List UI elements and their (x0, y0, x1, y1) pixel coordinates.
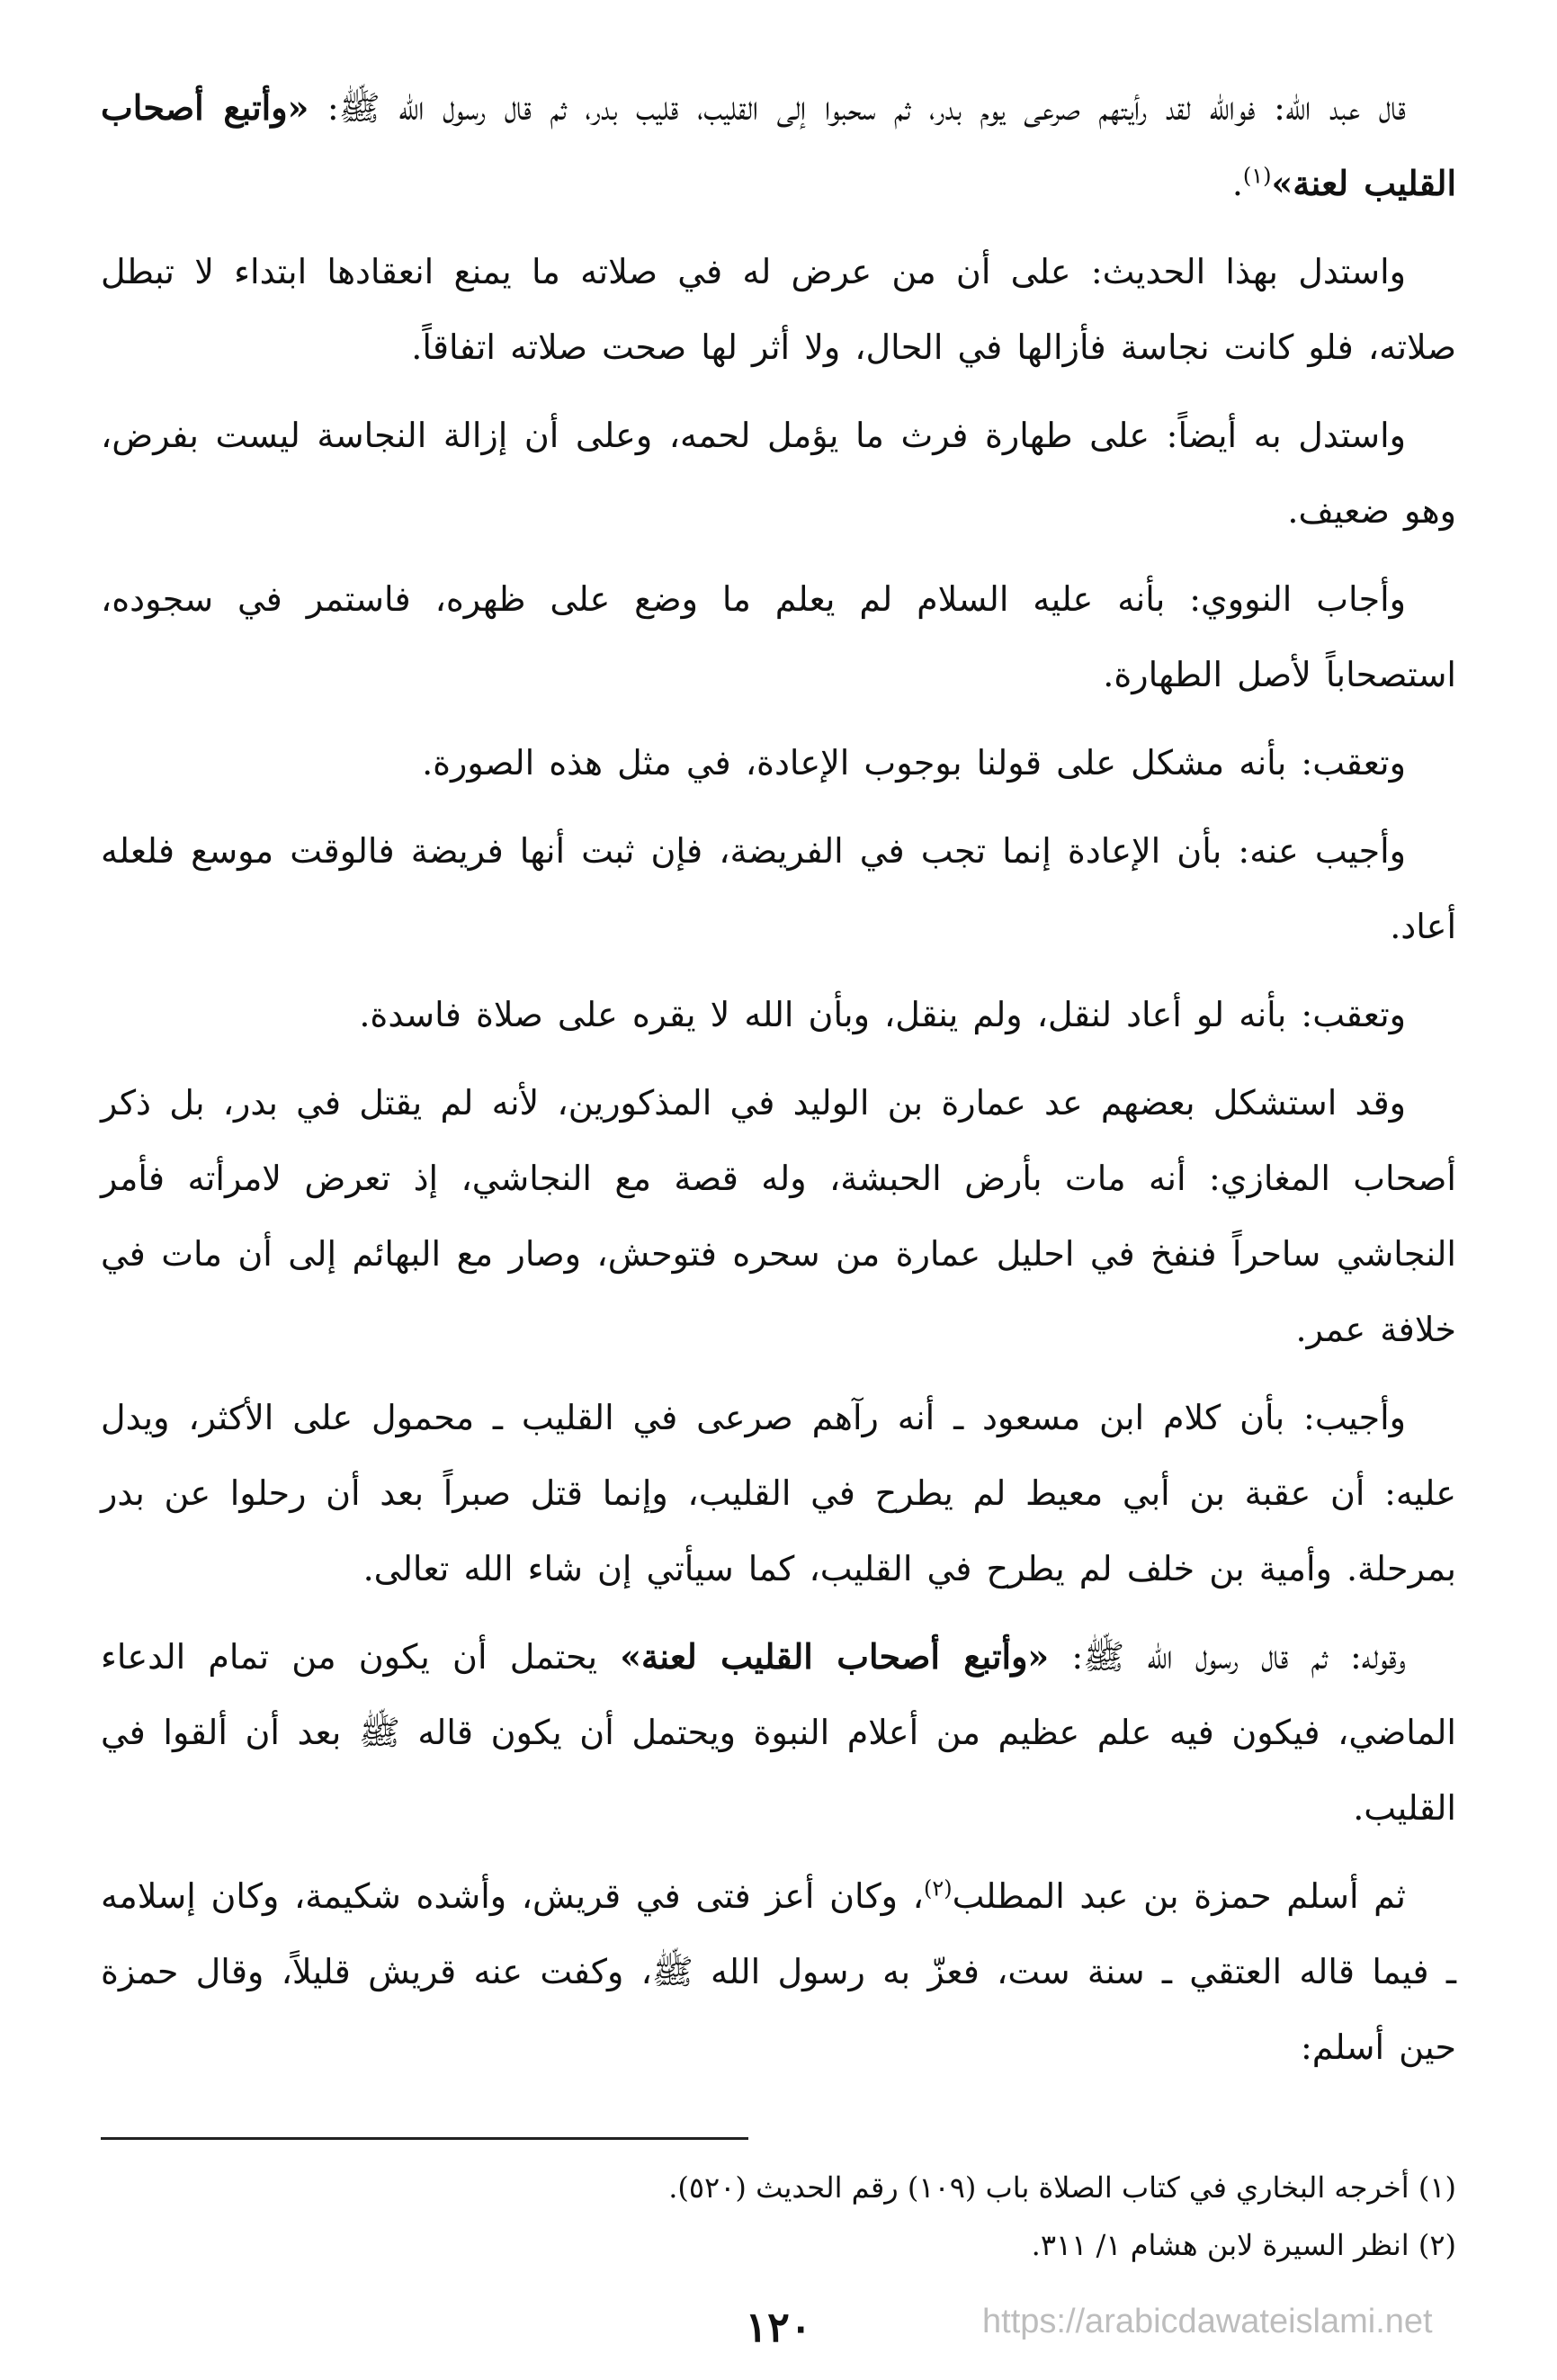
footnote-1: (١) أخرجه البخاري في كتاب الصلاة باب (١٠٩) رقم الحديث (٥٢٠). (668, 2170, 1456, 2205)
paragraph-11-end: ، وكان أعز فتى في قريش، وأشده شكيمة، وكان إسلامه ـ فيما قاله العتقي ـ سنة ست، فعزّ به رسول الله ﷺ، وكفت عنه قريش قليلاً، وقال حمزة حين أسلم: (101, 1876, 1456, 2067)
hadith-quote: «وأتبع أصحاب القليب لعنة» (620, 1636, 1050, 1677)
paragraph-6: وأجيب عنه: بأن الإعادة إنما تجب في الفريضة، فإن ثبت أنها فريضة فالوقت موسع فلعله أعاد. (101, 831, 1456, 946)
page-number: ١٢٠ (745, 2303, 812, 2351)
paragraph-1-end: . (1231, 164, 1243, 203)
footnote-divider (101, 2137, 748, 2140)
paragraph-8: وقد استشكل بعضهم عد عمارة بن الوليد في المذكورين، لأنه لم يقتل في بدر، بل ذكر أصحاب المغازي: أنه مات بأرض الحبشة، وله قصة مع النجاشي، إذ تعرض لامرأته فأمر النجاشي ساحراً فنفخ في احليل عمارة من سحره فتوحش، وصار مع البهائم إلى أن مات في خلافة عمر. (101, 1083, 1456, 1349)
footnote-ref-1[interactable]: (١) (1242, 163, 1272, 189)
footnote-ref-2[interactable]: (٢) (923, 1875, 953, 1901)
page-body (101, 70, 1456, 2380)
footnote-2: (٢) انظر السيرة لابن هشام ١/ ٣١١. (1031, 2228, 1456, 2262)
paragraph-3: واستدل به أيضاً: على طهارة فرث ما يؤمل لحمه، وعلى أن إزالة النجاسة ليست بفرض، وهو ضعيف. (101, 416, 1456, 531)
paragraph-1 (101, 70, 1456, 221)
paragraph-10-end: يحتمل أن يكون من تمام الدعاء الماضي، فيكون فيه علم عظيم من أعلام النبوة ويحتمل أن يكون قاله ﷺ بعد أن ألقوا في القليب. (101, 1637, 1456, 1828)
paragraph-2: واستدل بهذا الحديث: على أن من عرض له في صلاته ما يمنع انعقادها ابتداء لا تبطل صلاته، فلو كانت نجاسة فأزالها في الحال، ولا أثر لها صحت صلاته اتفاقاً. (101, 252, 1456, 367)
paragraph-9: وأجيب: بأن كلام ابن مسعود ـ أنه رآهم صرعى في القليب ـ محمول على الأكثر، ويدل عليه: أن عقبة بن أبي معيط لم يطرح في القليب، وإنما قتل صبراً بعد أن رحلوا عن بدر بمرحلة. وأمية بن خلف لم يطرح في القليب، كما سيأتي إن شاء الله تعالى. (101, 1398, 1456, 1588)
paragraph-5: وتعقب: بأنه مشكل على قولنا بوجوب الإعادة، في مثل هذه الصورة. (422, 743, 1406, 783)
footnotes (101, 2159, 1456, 2274)
paragraph-10 (101, 1619, 1456, 1846)
watermark-url: https://arabicdawateislami.net (982, 2303, 1433, 2340)
paragraph-7: وتعقب: بأنه لو أعاد لنقل، ولم ينقل، وبأن الله لا يقره على صلاة فاسدة. (359, 995, 1406, 1034)
paragraph-4: وأجاب النووي: بأنه عليه السلام لم يعلم ما وضع على ظهره، فاستمر في سجوده، استصحاباً لأصل الطهارة. (101, 579, 1456, 694)
paragraph-11 (101, 1858, 1456, 2085)
paragraph-1-text: قال عبد الله: فوالله لقد رأيتهم صرعى يوم بدر، ثم سحبوا إلى القليب، قليب بدر، ثم قال رسول الله ﷺ: (309, 88, 1406, 128)
hadith-quote: «وأتبع أصحاب القليب لعنة» (101, 87, 1456, 203)
paragraph-11-text: ثم أسلم حمزة بن عبد المطلب (952, 1876, 1407, 1916)
paragraph-10-text: وقوله: ثم قال رسول الله ﷺ: (1049, 1637, 1406, 1677)
